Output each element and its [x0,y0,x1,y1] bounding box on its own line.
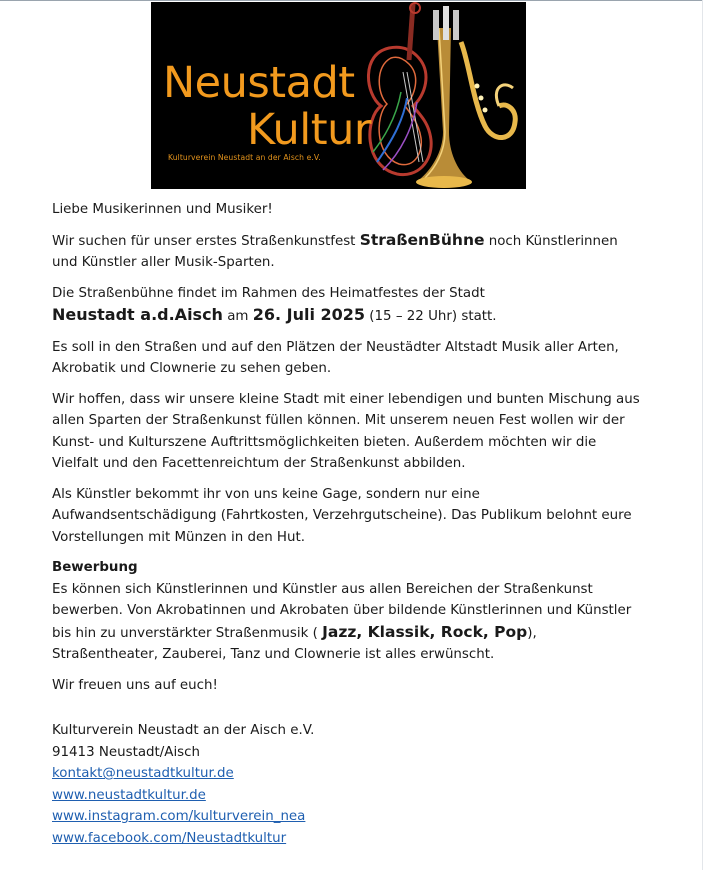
bewerbung-heading: Bewerbung [52,560,138,575]
closing-line: Wir freuen uns auf euch! [52,677,218,693]
date-end: statt. [457,309,497,324]
logo-title-line1: Neustadt [163,58,355,108]
paragraph-hope: Wir hoffen, dass wir unsere kleine Stadt mit einer lebendigen und bunten Mischung aus allen Sparten der Straßenkunst füllen können. Mit unserem neuen Fest wollen wir der Kunst- und Kulturszene Auftrittsmöglichkeiten bieten. Außerdem möchten wir die Vielfalt und den Facettenreichtum der Straßenkunst abbilden. [52,391,640,471]
paragraph-date [52,283,642,328]
music-genres: Jazz, Klassik, Rock, Pop [322,622,528,641]
intro-text-a: Wir suchen für unser erstes Straßenkunstfest [52,233,360,249]
paragraph-program: Es soll in den Straßen und auf den Plätzen der Neustädter Altstadt Musik aller Arten, Akrobatik und Clownerie zu sehen geben. [52,339,619,376]
letter-body [52,199,642,858]
instagram-link[interactable]: www.instagram.com/kulturverein_nea [52,809,306,824]
paragraph-compensation: Als Künstler bekommt ihr von uns keine Gage, sondern nur eine Aufwandsentschädigung (Fahrtkosten, Verzehrgutscheine). Das Publikum belohnt eure Vorstellungen mit Münzen in den Hut. [52,486,632,545]
logo-subline: Kulturverein Neustadt an der Aisch e.V. [168,153,321,162]
bewerbung-text-b: ), Straßentheater, Zauberei, Tanz und Clownerie ist alles erwünscht. [52,625,537,662]
contact-block [52,720,642,849]
logo-title-line2: Kultur [247,105,372,155]
event-date: 26. Juli 2025 [252,305,366,324]
bewerbung-text-a: Es können sich Künstlerinnen und Künstler aus allen Bereichen der Straßenkunst bewerben. Von Akrobatinnen und Akrobaten über bildende Künstlerinnen und Künstler bis hin zu unverstärkter Straßenmusik ( [52,581,632,641]
city-name: Neustadt a.d.Aisch [52,305,223,324]
email-link[interactable]: kontakt@neustadtkultur.de [52,766,234,781]
date-am: am [222,309,253,324]
event-name: StraßenBühne [359,230,485,249]
greeting: Liebe Musikerinnen und Musiker! [52,202,273,217]
intro-text-b: noch Künstlerinnen und Künstler aller Musik-Sparten. [52,233,618,270]
contact-org: Kulturverein Neustadt an der Aisch e.V. [52,723,315,738]
facebook-link[interactable]: www.facebook.com/Neustadtkultur [52,830,287,846]
top-border [0,0,703,1]
paragraph-intro [52,230,642,274]
event-time: (15 – 22 Uhr) [365,309,458,324]
neustadt-kultur-logo [151,2,526,189]
website-link[interactable]: www.neustadtkultur.de [52,787,206,803]
paragraph-bewerbung [52,557,642,666]
contact-city: 91413 Neustadt/Aisch [52,744,200,760]
date-text-a: Die Straßenbühne findet im Rahmen des Heimatfestes der Stadt [52,285,485,301]
